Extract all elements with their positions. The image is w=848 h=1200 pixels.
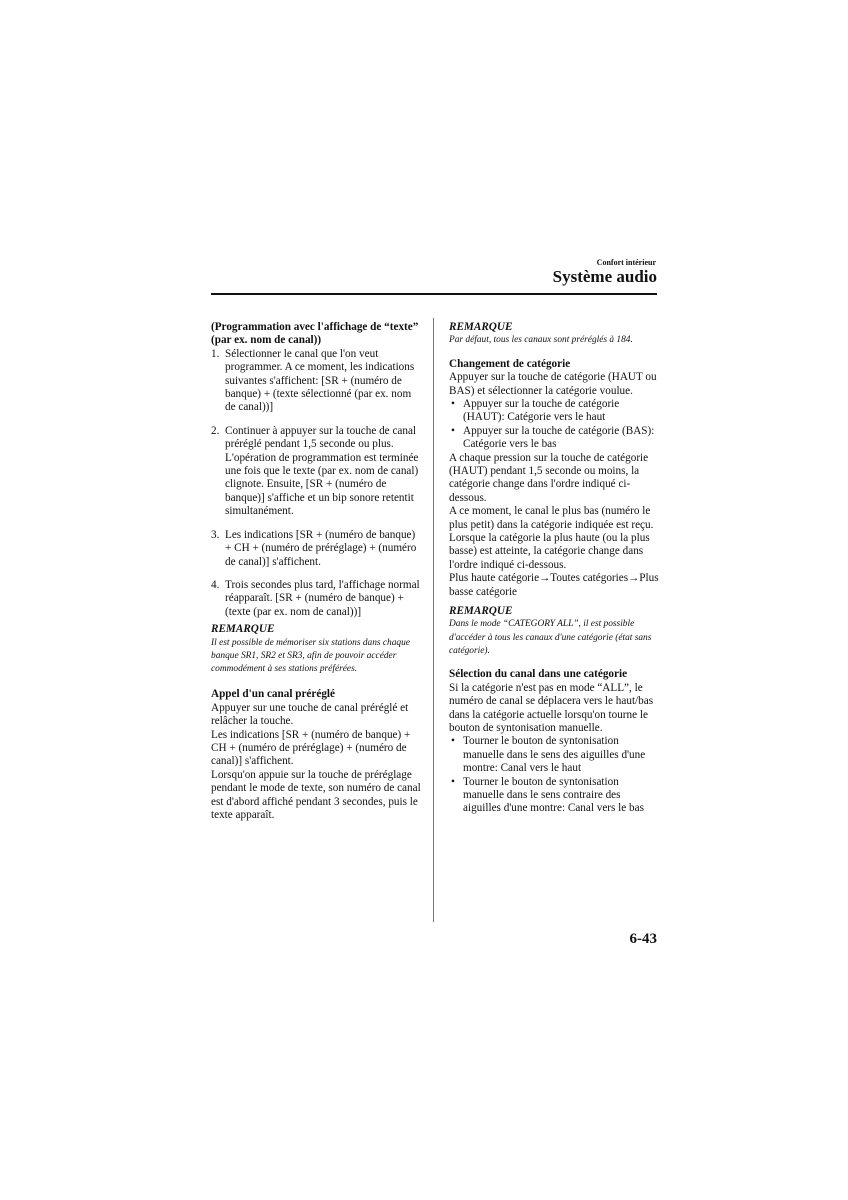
recall-paragraph: Les indications [SR + (numéro de banque) + CH + (numéro de préréglage) + (numéro de canal)] s'affichent. <box>211 728 411 768</box>
programming-heading: (Programmation avec l'affichage de “texte” (par ex. nom de canal)) <box>211 321 419 347</box>
step-number: 4. <box>211 578 220 591</box>
bullet-text: Appuyer sur la touche de catégorie (HAUT): Catégorie vers le haut <box>463 397 620 424</box>
bullet-text: Tourner le bouton de syntonisation manuelle dans le sens des aiguilles d'une montre: Canal vers le haut <box>463 735 646 775</box>
note-text: Dans le mode “CATEGORY ALL”, il est possible d'accéder à tous les canaux d'une catégorie (état sans catégorie). <box>449 619 652 657</box>
selection-bullets <box>449 735 659 815</box>
bullet-dot: • <box>451 775 455 788</box>
bullet-text: Tourner le bouton de syntonisation manuelle dans le sens contraire des aiguilles d'une montre: Canal vers le bas <box>463 775 644 815</box>
note-text: Il est possible de mémoriser six stations dans chaque banque SR1, SR2 et SR3, afin de pouvoir accéder commodément à ses stations préférées. <box>211 637 410 675</box>
bullet-item <box>449 735 659 775</box>
column-divider <box>433 318 434 922</box>
category-heading: Changement de catégorie <box>449 357 571 370</box>
bullet-item <box>449 398 659 425</box>
page-number: 6-43 <box>629 931 657 947</box>
category-intro: Appuyer sur la touche de catégorie (HAUT ou BAS) et sélectionner la catégorie voulue. <box>449 371 657 397</box>
category-paragraph: A chaque pression sur la touche de catégorie (HAUT) pendant 1,5 seconde ou moins, la catégorie change dans l'ordre indiqué ci-dessous. <box>449 451 649 504</box>
category-paragraph: A ce moment, le canal le plus bas (numéro le plus petit) dans la catégorie indiquée est reçu. <box>449 505 654 531</box>
bullet-dot: • <box>451 397 455 410</box>
step-number: 3. <box>211 528 220 541</box>
step-item <box>211 425 423 519</box>
category-bullets <box>449 398 659 452</box>
bullet-dot: • <box>451 424 455 437</box>
bullet-item <box>449 425 659 452</box>
left-column <box>211 321 423 822</box>
category-order: Plus haute catégorie→Toutes catégories→Plus basse catégorie <box>449 572 659 598</box>
bullet-item <box>449 776 659 816</box>
step-number: 2. <box>211 424 220 437</box>
category-paragraph: Lorsque la catégorie la plus haute (ou la plus basse) est atteinte, la catégorie change dans l'ordre indiqué ci-dessous. <box>449 531 650 571</box>
note-text: Par défaut, tous les canaux sont préréglés à 184. <box>449 335 633 346</box>
selection-heading: Sélection du canal dans une catégorie <box>449 668 628 681</box>
recall-heading: Appel d'un canal préréglé <box>211 688 335 701</box>
recall-paragraph: Appuyer sur une touche de canal préréglé et relâcher la touche. <box>211 701 409 728</box>
selection-intro: Si la catégorie n'est pas en mode “ALL”, le numéro de canal se déplacera vers le haut/bas dans la catégorie actuelle lorsqu'on tourne le bouton de syntonisation manuelle. <box>449 681 654 734</box>
note-title: REMARQUE <box>449 321 513 333</box>
bullet-dot: • <box>451 735 455 748</box>
note-title: REMARQUE <box>449 605 513 618</box>
step-text: Les indications [SR + (numéro de banque) + CH + (numéro de préréglage) + (numéro de canal)] s'affichent. <box>225 528 417 568</box>
recall-paragraph: Lorsqu'on appuie sur la touche de préréglage pendant le mode de texte, son numéro de canal est d'abord affiché pendant 3 secondes, puis le texte apparaît. <box>211 768 421 822</box>
step-text: Trois secondes plus tard, l'affichage normal réapparaît. [SR + (numéro de banque) + (texte (par ex. nom de canal))] <box>225 578 420 618</box>
step-item <box>211 348 423 415</box>
step-number: 1. <box>211 347 220 360</box>
chapter-title: Système audio <box>552 267 657 286</box>
step-text: Continuer à appuyer sur la touche de canal préréglé pendant 1,5 seconde ou plus. <box>225 424 417 451</box>
step-text: Sélectionner le canal que l'on veut programmer. A ce moment, les indications suivantes s'affichent: [SR + (numéro de banque) + (texte sélectionné (par ex. nom de canal))] <box>225 347 415 414</box>
step-item <box>211 579 423 619</box>
header-rule <box>211 293 657 295</box>
section-label: Confort intérieur <box>596 258 656 267</box>
step-item <box>211 529 423 569</box>
programming-steps <box>211 348 423 619</box>
step-extra-text: L'opération de programmation est terminée une fois que le texte (par ex. nom de canal) clignote. Ensuite, [SR + (numéro de banque)] s'affiche et un bip sonore retentit simultanément. <box>225 451 419 518</box>
right-column <box>449 321 659 816</box>
note-title: REMARQUE <box>211 623 275 636</box>
bullet-text: Appuyer sur la touche de catégorie (BAS): Catégorie vers le bas <box>463 424 655 451</box>
